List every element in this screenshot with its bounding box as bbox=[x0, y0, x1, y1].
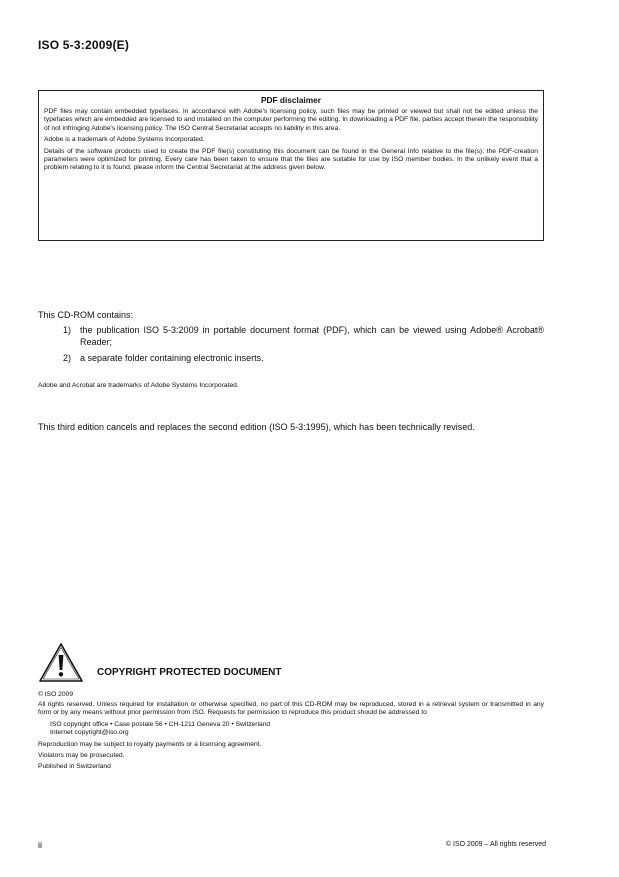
list-item bbox=[38, 325, 544, 348]
copyright-legal-text bbox=[38, 701, 544, 775]
rights-paragraph: All rights reserved. Unless required for installation or otherwise specified, no part of this CD-ROM may be reproduced, stored in a retrieval system or transmitted in any form or by any means without prior permission from ISO. Requests for permission to reproduce this product should be addressed to bbox=[38, 701, 544, 717]
copyright-notice: © ISO 2009 bbox=[38, 691, 74, 698]
disclaimer-paragraph-trademark: Adobe is a trademark of Adobe Systems Incorporated. bbox=[44, 136, 205, 144]
disclaimer-title: PDF disclaimer bbox=[261, 95, 321, 105]
list-item-number: 1) bbox=[62, 325, 71, 335]
copyright-office-address: ISO copyright office • Case postale 56 • CH-1211 Geneva 20 • Switzerland bbox=[50, 720, 271, 728]
violators-note: Violators may be prosecuted. bbox=[38, 752, 125, 760]
published-note: Published in Switzerland bbox=[38, 763, 111, 771]
disclaimer-paragraph-details: Details of the software products used to create the PDF file(s) constituting this document can be found in the General Info relative to the file(s); the PDF-creation parameters were optimized for printing. Every care has been taken to ensure that the files are suitable for use by ISO member bodies. In the unlikely event that a problem relating to it is found, please inform the Central Secretariat at the address given below. bbox=[44, 147, 538, 172]
disclaimer-paragraph-typefaces: PDF files may contain embedded typefaces. In accordance with Adobe's licensing policy, such files may be printed or viewed but shall not be edited unless the typefaces which are embedded are licensed to and installed on the computer performing the editing. In downloading a PDF file, parties accept therein the responsibility of not infringing Adobe's licensing policy. The ISO Central Secretariat accepts no liability in this area. bbox=[44, 108, 538, 132]
list-item-text: a separate folder containing electronic inserts. bbox=[80, 353, 264, 363]
list-item bbox=[38, 353, 544, 365]
list-item-number: 2) bbox=[62, 353, 71, 363]
royalty-note: Reproduction may be subject to royalty payments or a licensing agreement. bbox=[38, 740, 262, 748]
warning-triangle-icon bbox=[38, 642, 84, 684]
document-id: ISO 5-3:2009(E) bbox=[38, 38, 130, 52]
cdrom-trademark-note: Adobe and Acrobat are trademarks of Adobe Systems Incorporated. bbox=[38, 382, 239, 389]
copyright-internet: Internet copyright@iso.org bbox=[50, 729, 129, 737]
cdrom-intro: This CD-ROM contains: bbox=[38, 310, 134, 320]
page-number: ii bbox=[38, 840, 42, 850]
list-item-text: the publication ISO 5-3:2009 in portable document format (PDF), which can be viewed using Adobe® Acrobat® Reader; bbox=[80, 325, 544, 347]
footer-copyright: © ISO 2009 – All rights reserved bbox=[445, 841, 546, 848]
copyright-title: COPYRIGHT PROTECTED DOCUMENT bbox=[97, 667, 282, 678]
cdrom-contents-list bbox=[38, 325, 544, 370]
edition-note: This third edition cancels and replaces the second edition (ISO 5-3:1995), which has been technically revised. bbox=[38, 422, 475, 432]
pdf-disclaimer-box bbox=[38, 90, 544, 241]
